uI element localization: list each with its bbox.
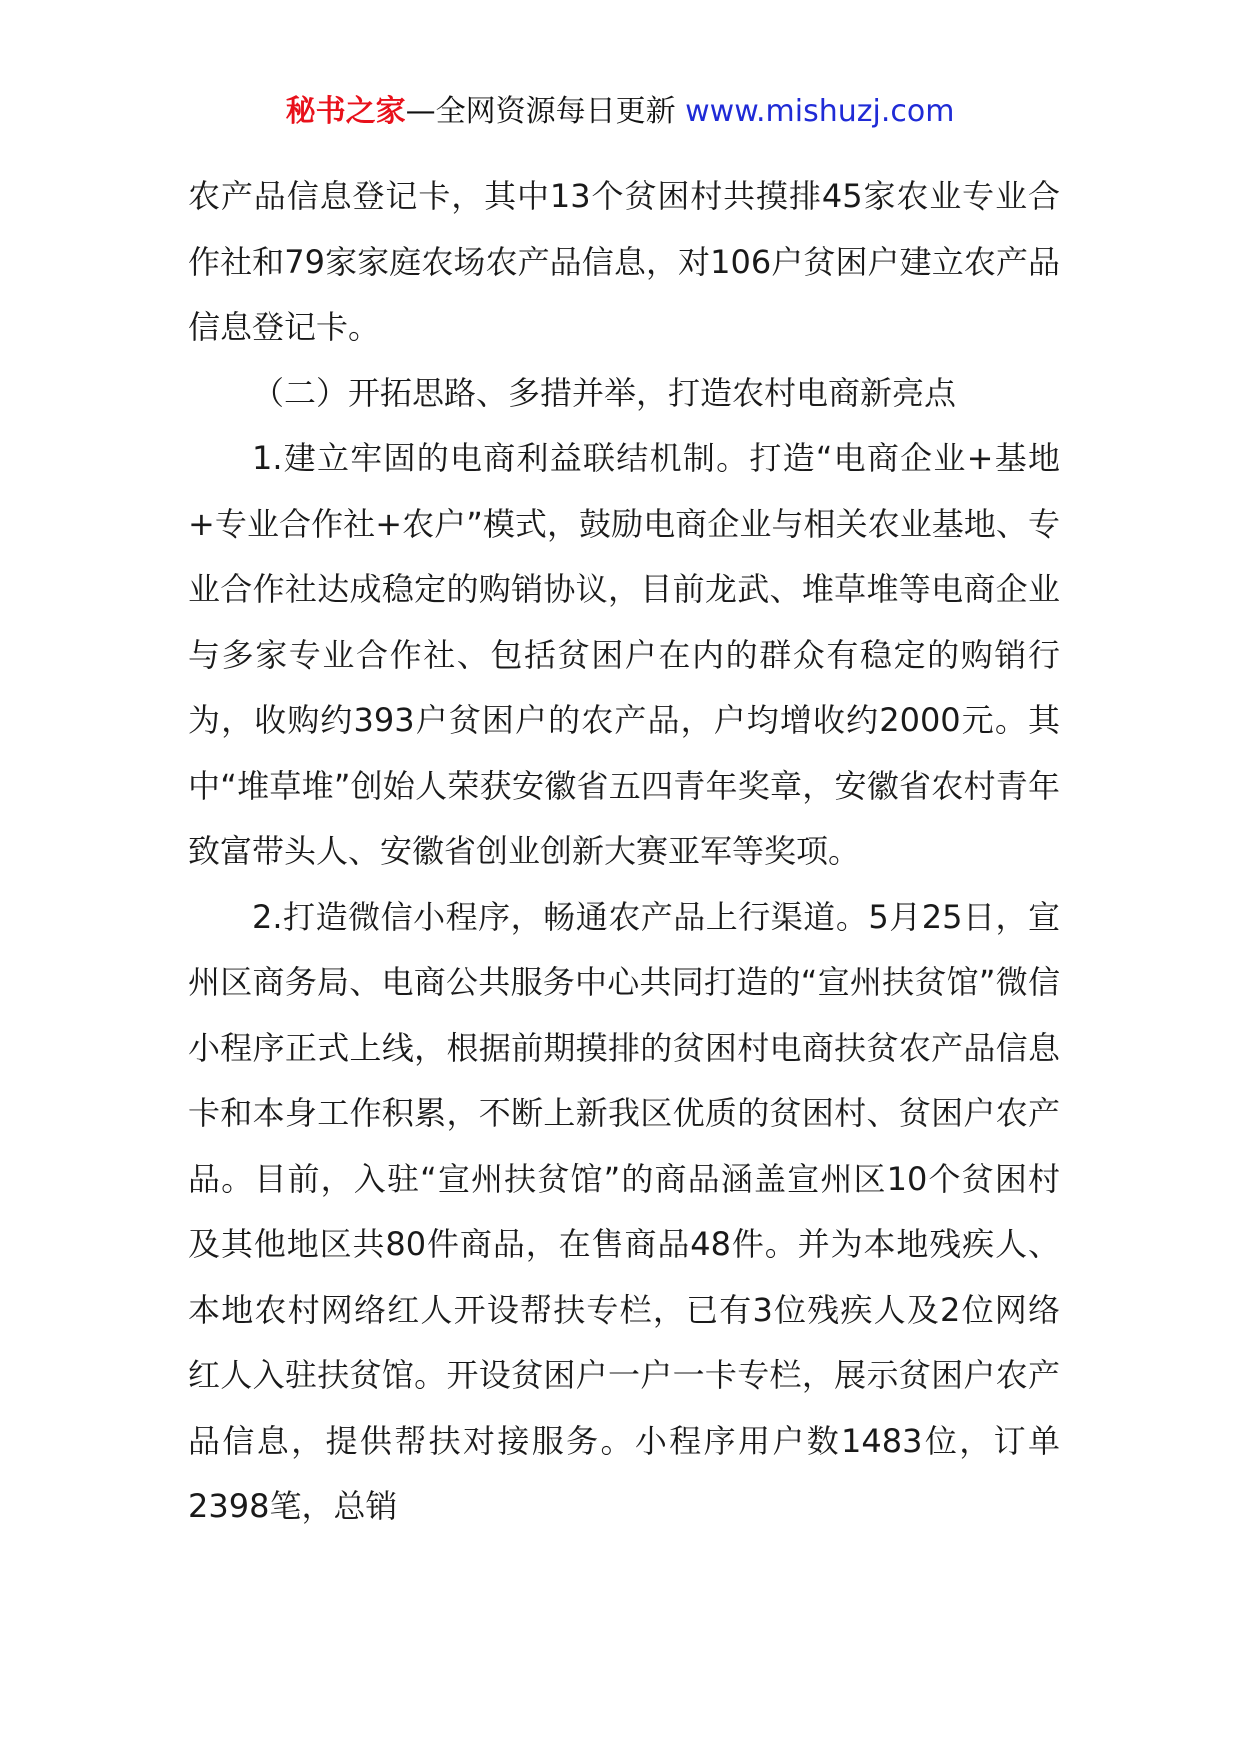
paragraph-item-2: 2.打造微信小程序，畅通农产品上行渠道。5月25日，宣州区商务局、电商公共服务中心共同打造的“宣州扶贫馆”微信小程序正式上线，根据前期摸排的贫困村电商扶贫农产品信息卡和本身工作积累，不断上新我区优质的贫困村、贫困户农产品。目前，入驻“宣州扶贫馆”的商品涵盖宣州区10个贫困村及其他地区共80件商品，在售商品48件。并为本地残疾人、本地农村网络红人开设帮扶专栏，已有3位残疾人及2位网络红人入驻扶贫馆。开设贫困户一户一卡专栏，展示贫困户农产品信息，提供帮扶对接服务。小程序用户数1483位，订单2398笔，总销 xyxy=(188,897,1060,1525)
section-heading: （二）开拓思路、多措并举，打造农村电商新亮点 xyxy=(252,373,957,412)
brand-name: 秘书之家 xyxy=(285,94,406,129)
document-body xyxy=(188,164,1060,1540)
site-url-link[interactable]: www.mishuzj.com xyxy=(685,94,955,129)
header-tagline: —全网资源每日更新 xyxy=(405,94,676,129)
paragraph-item-1: 1.建立牢固的电商利益联结机制。打造“电商企业+基地+专业合作社+农户”模式，鼓励电商企业与相关农业基地、专业合作社达成稳定的购销协议，目前龙武、堆草堆等电商企业与多家专业合作社、包括贫困户在内的群众有稳定的购销行为，收购约393户贫困户的农产品，户均增收约2000元。其中“堆草堆”创始人荣获安徽省五四青年奖章，安徽省农村青年致富带头人、安徽省创业创新大赛亚军等奖项。 xyxy=(188,439,1060,870)
page-header xyxy=(0,92,1240,132)
paragraph-continued: 农产品信息登记卡，其中13个贫困村共摸排45家农业专业合作社和79家家庭农场农产品信息，对106户贫困户建立农产品信息登记卡。 xyxy=(188,177,1060,346)
